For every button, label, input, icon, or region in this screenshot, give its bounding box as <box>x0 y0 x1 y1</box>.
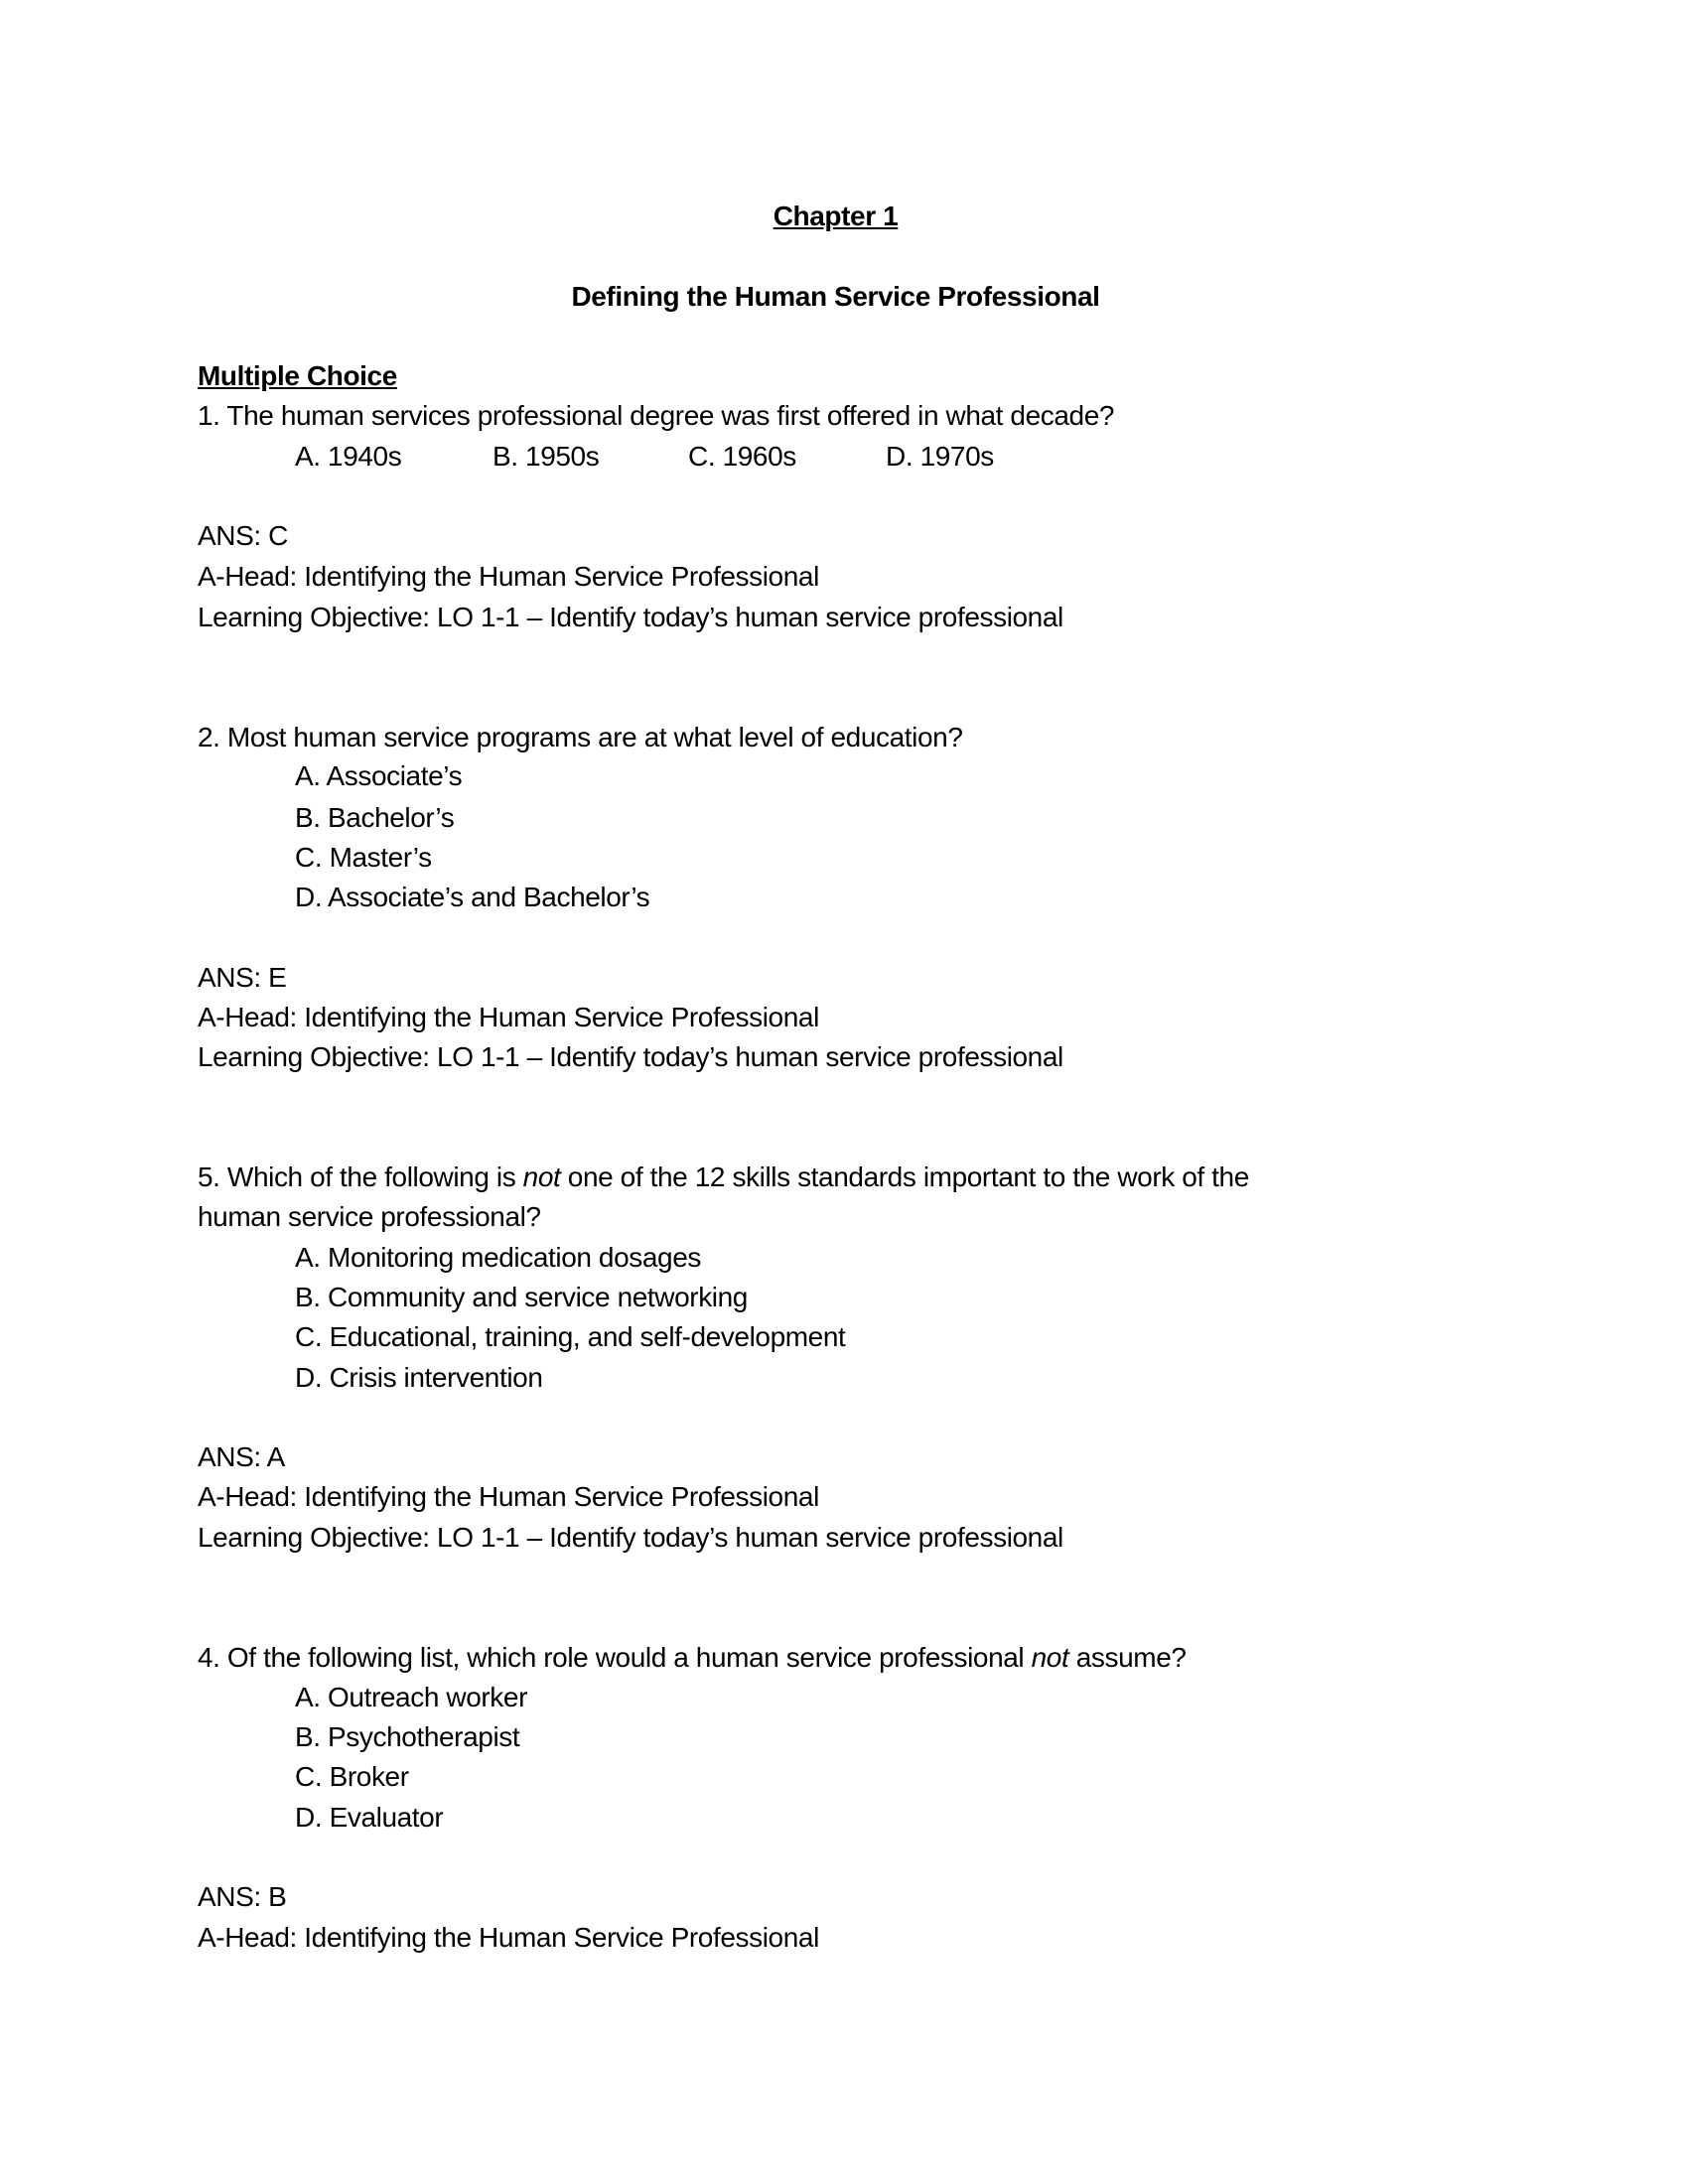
question-5-stem <box>198 1158 1249 1197</box>
stem-emphasis: not <box>522 1161 561 1192</box>
stem-text: assume? <box>1068 1642 1187 1673</box>
question-1-option-b: B. 1950s <box>492 441 600 472</box>
question-4-ahead: A-Head: Identifying the Human Service Professional <box>198 1922 819 1953</box>
question-2-option-d: D. Associate’s and Bachelor’s <box>295 882 650 912</box>
question-4-option-d: D. Evaluator <box>295 1802 444 1833</box>
question-5-stem-line2: human service professional? <box>198 1201 541 1232</box>
question-2-answer: ANS: E <box>198 962 287 993</box>
question-2-stem: 2. Most human service programs are at what level of education? <box>198 722 963 752</box>
question-4-option-b: B. Psychotherapist <box>295 1721 520 1752</box>
question-4-answer: ANS: B <box>198 1881 287 1912</box>
stem-text: one of the 12 skills standards important to the work of the <box>560 1161 1249 1192</box>
stem-text: 5. Which of the following is <box>198 1161 523 1192</box>
question-4-stem <box>198 1638 1187 1678</box>
question-5-ahead: A-Head: Identifying the Human Service Professional <box>198 1481 819 1512</box>
question-5-lo: Learning Objective: LO 1-1 – Identify today’s human service professional <box>198 1522 1063 1553</box>
chapter-heading: Chapter 1 <box>773 201 899 231</box>
chapter-title: Defining the Human Service Professional <box>571 281 1100 312</box>
stem-text: 4. Of the following list, which role would a human service professional <box>198 1642 1032 1673</box>
question-1-ahead: A-Head: Identifying the Human Service Professional <box>198 561 819 592</box>
question-1-option-d: D. 1970s <box>886 441 994 472</box>
question-2-option-a: A. Associate’s <box>295 760 463 791</box>
question-2-option-c: C. Master’s <box>295 842 432 873</box>
question-1-option-a: A. 1940s <box>295 441 402 472</box>
question-2-lo: Learning Objective: LO 1-1 – Identify today’s human service professional <box>198 1041 1063 1072</box>
question-5-option-d: D. Crisis intervention <box>295 1362 543 1393</box>
question-4-option-c: C. Broker <box>295 1761 409 1792</box>
question-2-ahead: A-Head: Identifying the Human Service Professional <box>198 1002 819 1032</box>
question-1-option-c: C. 1960s <box>688 441 796 472</box>
question-5-option-a: A. Monitoring medication dosages <box>295 1242 701 1273</box>
question-5-option-b: B. Community and service networking <box>295 1282 748 1312</box>
question-2-option-b: B. Bachelor’s <box>295 802 455 833</box>
question-5-answer: ANS: A <box>198 1441 285 1472</box>
question-1-answer: ANS: C <box>198 520 288 551</box>
section-heading: Multiple Choice <box>198 360 397 391</box>
question-4-option-a: A. Outreach worker <box>295 1682 527 1712</box>
question-1-lo: Learning Objective: LO 1-1 – Identify today’s human service professional <box>198 602 1063 632</box>
stem-emphasis: not <box>1031 1642 1069 1673</box>
question-5-option-c: C. Educational, training, and self-development <box>295 1321 846 1352</box>
question-1-stem: 1. The human services professional degree was first offered in what decade? <box>198 400 1115 431</box>
